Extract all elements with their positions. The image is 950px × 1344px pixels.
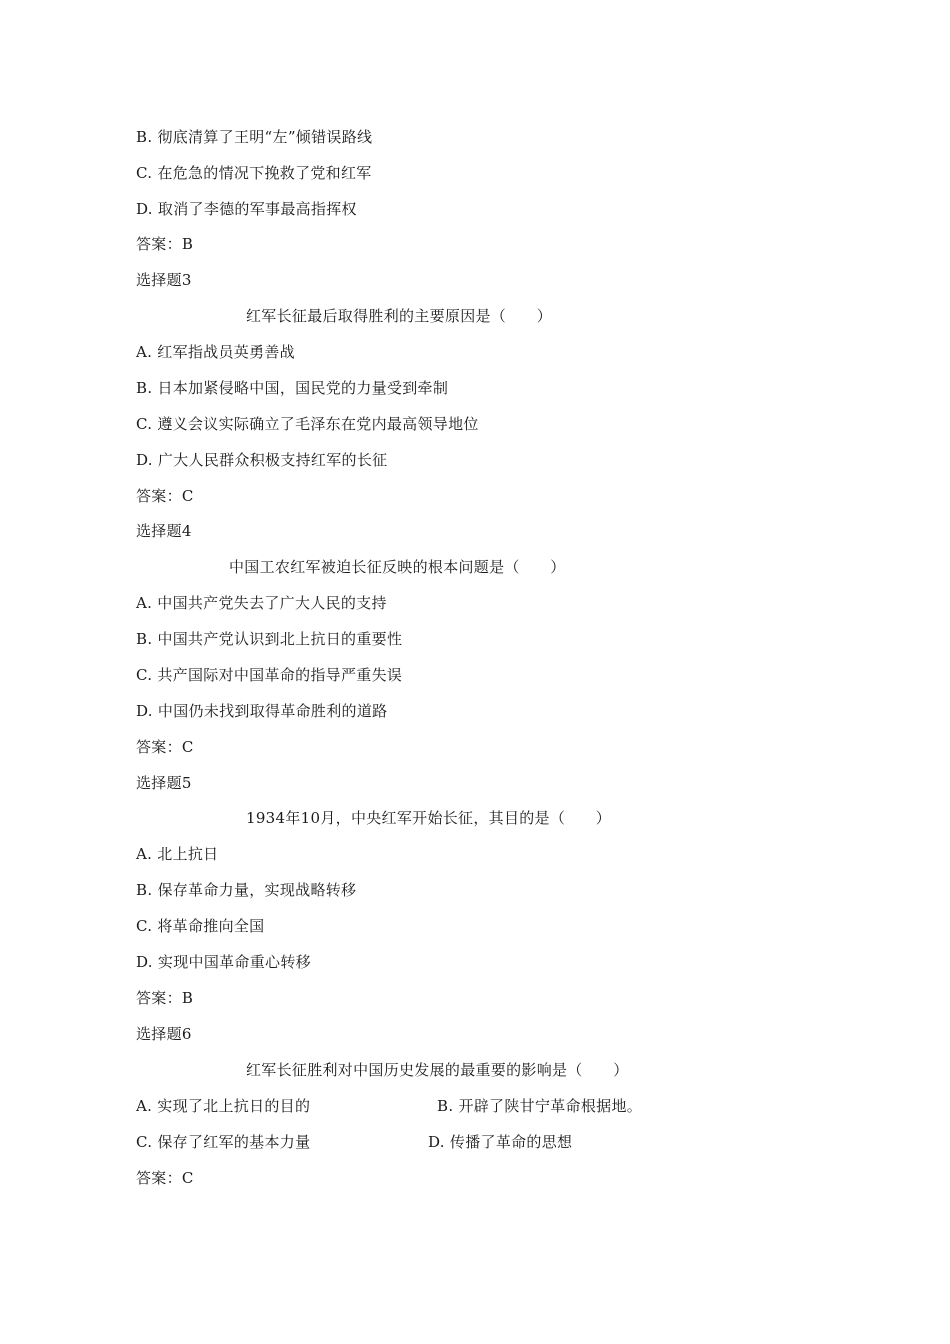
q2-option-d: D. 取消了李德的军事最高指挥权 xyxy=(136,200,357,218)
q6-stem: 红军长征胜利对中国历史发展的最重要的影响是（ ） xyxy=(246,1061,629,1079)
q4-label: 选择题4 xyxy=(136,522,192,540)
q6-option-d: D. 传播了革命的思想 xyxy=(428,1133,573,1151)
q5-option-c: C. 将革命推向全国 xyxy=(136,917,265,935)
q3-stem: 红军长征最后取得胜利的主要原因是（ ） xyxy=(246,307,553,325)
q4-option-b: B. 中国共产党认识到北上抗日的重要性 xyxy=(136,630,403,648)
q5-option-d: D. 实现中国革命重心转移 xyxy=(136,953,311,971)
q5-option-a: A. 北上抗日 xyxy=(136,845,219,863)
q6-option-b: B. 开辟了陕甘宁革命根据地。 xyxy=(437,1097,643,1115)
q3-option-c: C. 遵义会议实际确立了毛泽东在党内最高领导地位 xyxy=(136,415,479,433)
q3-label: 选择题3 xyxy=(136,271,192,289)
q2-option-b: B. 彻底清算了王明“左”倾错误路线 xyxy=(136,128,373,146)
q5-label: 选择题5 xyxy=(136,774,192,792)
q6-option-c: C. 保存了红军的基本力量 xyxy=(136,1133,311,1151)
q6-label: 选择题6 xyxy=(136,1025,192,1043)
q4-option-a: A. 中国共产党失去了广大人民的支持 xyxy=(136,594,387,612)
q4-answer: 答案：C xyxy=(136,738,194,756)
q2-option-c: C. 在危急的情况下挽救了党和红军 xyxy=(136,164,372,182)
q5-answer: 答案：B xyxy=(136,989,194,1007)
q6-option-a: A. 实现了北上抗日的目的 xyxy=(136,1097,311,1115)
q4-stem: 中国工农红军被迫长征反映的根本问题是（ ） xyxy=(229,558,566,576)
q2-answer: 答案：B xyxy=(136,235,194,253)
q3-option-d: D. 广大人民群众积极支持红军的长征 xyxy=(136,451,388,469)
q5-option-b: B. 保存革命力量，实现战略转移 xyxy=(136,881,357,899)
q3-answer: 答案：C xyxy=(136,487,194,505)
q6-answer: 答案：C xyxy=(136,1169,194,1187)
q3-option-b: B. 日本加紧侵略中国，国民党的力量受到牵制 xyxy=(136,379,449,397)
q5-stem: 1934年10月，中央红军开始长征，其目的是（ ） xyxy=(246,809,612,827)
q3-option-a: A. 红军指战员英勇善战 xyxy=(136,343,295,361)
q4-option-c: C. 共产国际对中国革命的指导严重失误 xyxy=(136,666,403,684)
q4-option-d: D. 中国仍未找到取得革命胜利的道路 xyxy=(136,702,388,720)
